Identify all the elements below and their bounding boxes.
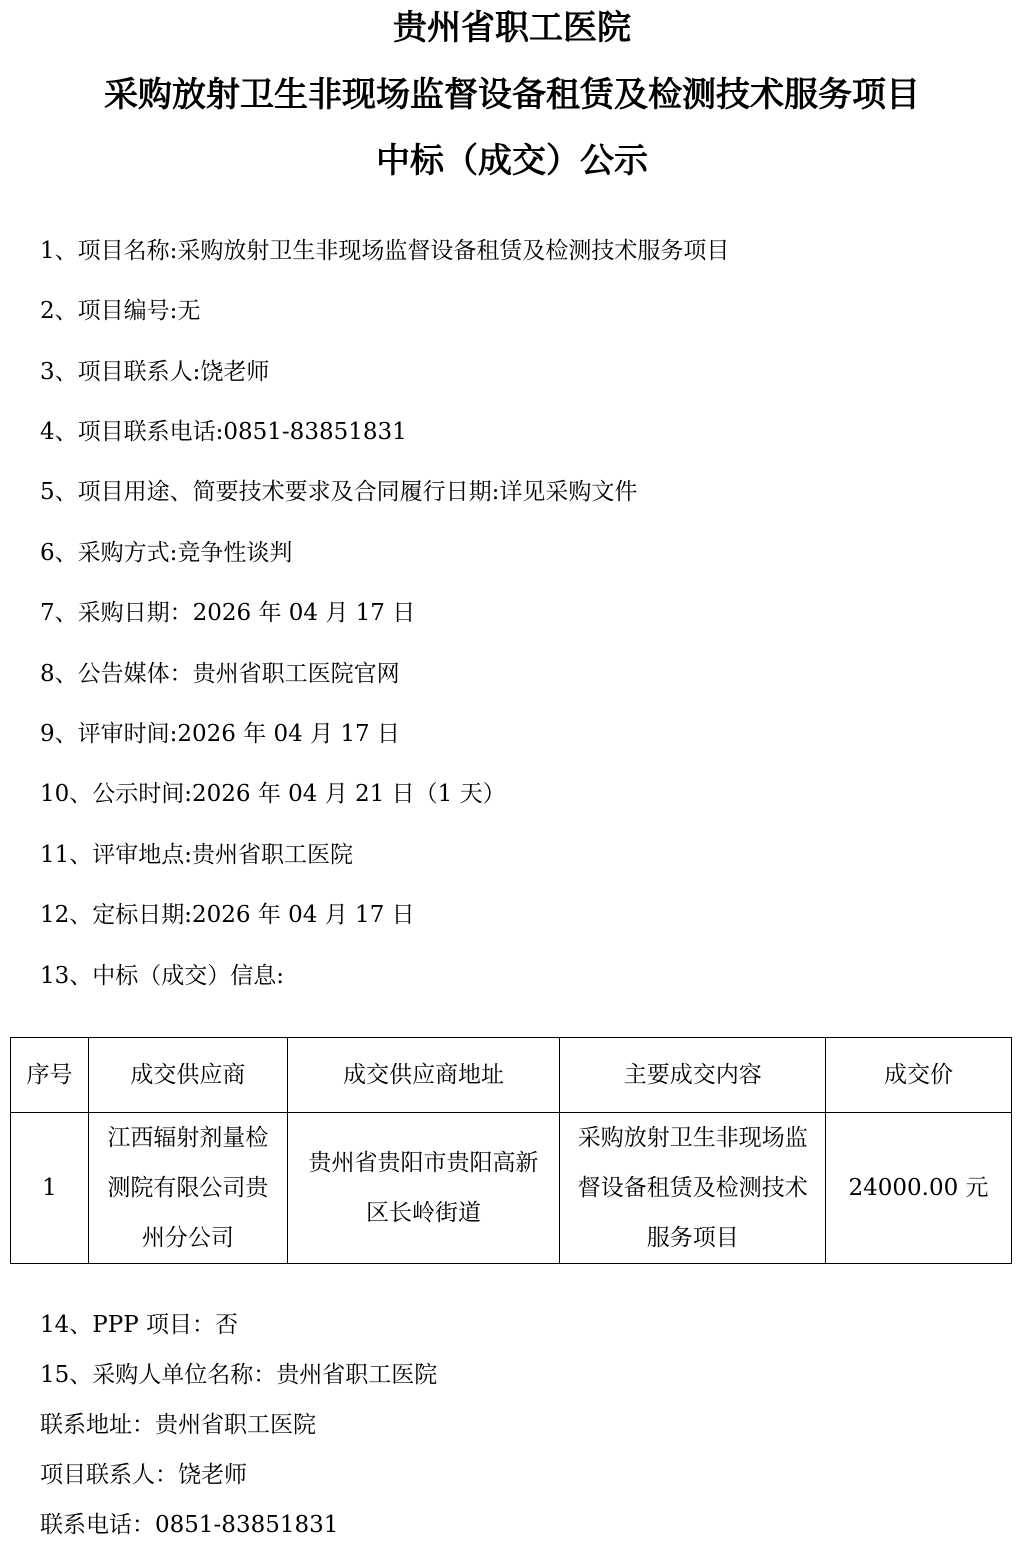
item-media: 8、公告媒体：贵州省职工医院官网 [40,661,400,687]
item-publicity-time: 10、公示时间:2026 年 04 月 21 日（1 天） [40,781,506,807]
cell-supplier: 江西辐射剂量检测院有限公司贵州分公司 [88,1113,287,1264]
table-header-row [11,1038,1012,1113]
item-contact-phone: 联系电话：0851-83851831 [40,1512,339,1538]
header-supplier: 成交供应商 [88,1038,287,1113]
item-contact: 3、项目联系人:饶老师 [40,359,270,385]
item-phone: 4、项目联系电话:0851-83851831 [40,419,407,445]
item-project-number: 2、项目编号:无 [40,298,201,324]
item-project-name: 1、项目名称:采购放射卫生非现场监督设备租赁及检测技术服务项目 [40,238,730,264]
item-purpose: 5、项目用途、简要技术要求及合同履行日期:详见采购文件 [40,479,638,505]
item-award-date: 12、定标日期:2026 年 04 月 17 日 [40,902,415,928]
cell-address: 贵州省贵阳市贵阳高新区长岭街道 [287,1113,560,1264]
item-contact-person: 项目联系人：饶老师 [40,1462,247,1488]
cell-price: 24000.00 元 [826,1113,1012,1264]
award-table [10,1037,1012,1264]
cell-index: 1 [11,1113,89,1264]
item-purchaser: 15、采购人单位名称：贵州省职工医院 [40,1362,438,1388]
item-review-place: 11、评审地点:贵州省职工医院 [40,842,354,868]
title-line-2: 采购放射卫生非现场监督设备租赁及检测技术服务项目 [104,75,920,115]
item-ppp: 14、PPP 项目：否 [40,1312,239,1338]
item-method: 6、采购方式:竞争性谈判 [40,540,293,566]
item-award-info: 13、中标（成交）信息: [40,963,285,989]
header-index: 序号 [11,1038,89,1113]
header-address: 成交供应商地址 [287,1038,560,1113]
header-price: 成交价 [826,1038,1012,1113]
item-address: 联系地址：贵州省职工医院 [40,1412,316,1438]
title-line-3: 中标（成交）公示 [376,141,648,181]
cell-content: 采购放射卫生非现场监督设备租赁及检测技术服务项目 [560,1113,826,1264]
header-content: 主要成交内容 [560,1038,826,1113]
item-review-time: 9、评审时间:2026 年 04 月 17 日 [40,721,401,747]
title-line-1: 贵州省职工医院 [393,8,631,48]
item-purchase-date: 7、采购日期：2026 年 04 月 17 日 [40,600,416,626]
table-row [11,1113,1012,1264]
